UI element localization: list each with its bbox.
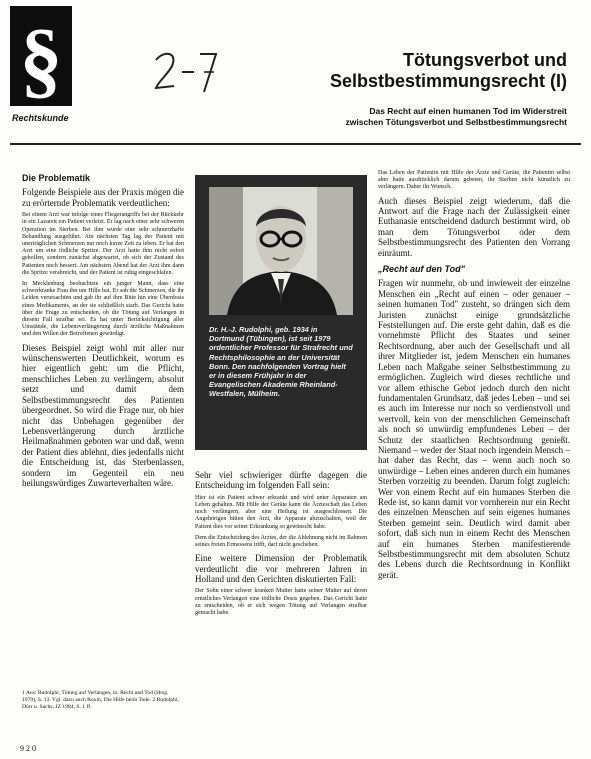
left-column bbox=[22, 173, 184, 492]
author-photo bbox=[209, 187, 353, 315]
right-paragraph-two: Fragen wir nunmehr, ob und inwieweit der einzelne Menschen ein „Recht auf einen – oder genauer – seinen humanen Tod" zusteht, so drängen sich dem Juristen zunächst einige grundsätzliche Feststellungen auf. Die erste geht dahin, daß es die vornehmste Pflicht des Staates und seiner Rechtsordnung, aber auch der Gesellschaft und all ihrer Mitglieder ist, jedem Menschen ein humanes Leben nach Maßgabe seiner Selbstbestimmung zu ermöglichen. Zugleich wird dieses rechtliche und vor allem ethische Gebot jedoch durch den nicht fundamentalen Grundsatz, daß jedes Leben – und sei es auch im Interesse nur noch so verdienstvoll und wertvoll, kein von der menschlichen Gemeinschaft als noch so unwürdig empfundenes Leben – der Schutz der staatlichen Rechtsordnung genießt. Niemand – weder der Staat noch irgendein Mensch – hat daher das Recht, das – wenn auch noch so unwürdige – Leben eines anderen durch ein humanes Sterben vorzeitig zu beenden. Darum folgt zugleich: Wer von einem Recht auf ein humanes Sterben die Rede ist, so kann damit vor vornherein nur ein Recht des einzelnen Menschen auf sein eigenes humanes Sterben gemeint sein. Deutlich wird damit aber sofort, daß sich nun in einem Recht des Menschen auf ein humanes Sterben manifestierende Selbstbestimmungsrecht mit dem absoluten Schutz des Lebens durch die Rechtsordnung in Konflikt gerät. bbox=[378, 278, 570, 580]
middle-intro: Sehr viel schwieriger dürfte dagegen die Entscheidung im folgenden Fall sein: bbox=[195, 470, 367, 491]
intro-paragraph: Folgende Beispiele aus der Praxis mögen die zu erörternde Problematik verdeutlichen: bbox=[22, 187, 184, 208]
author-caption: Dr. H.-J. Rudolphi, geb. 1934 in Dortmund (Tübingen), ist seit 1979 ordentlicher Professor für Strafrecht und Rechtsphilosophie an der Universität Bonn. Den nachfolgenden Vortrag hielt er in diesem Frühjahr in der Evangelischen Akademie Rheinland-Westfalen, Mülheim. bbox=[209, 325, 353, 399]
subsection-heading: „Recht auf den Tod" bbox=[378, 264, 465, 275]
svg-text:§: § bbox=[19, 11, 63, 106]
example-two: In Mecklenburg beobachtete ein junger Mann, dass eine schwerkranke Frau ihn um Hilfe bat. Er sah die Schmerzen, die ihr Leiden verursachten und gab ihr auf ihre Bitte hin eine Überdosis eines Medikaments, an der sie schließlich starb. Das Gericht hatte über die Frage zu entscheiden, ob die Tötung auf Verlangen in diesem Fall strafbar sei. Es hat unter Berücksichtigung aller Umstände, die Lebensverlängerung durch ärztliche Maßnahmen und den Willen der Betroffenen gewürdigt. bbox=[22, 281, 184, 338]
paragraph-section-logo-icon bbox=[10, 6, 72, 106]
header-divider bbox=[10, 143, 581, 145]
page-mark: 9 2 0 bbox=[20, 744, 36, 753]
example-three-note: Dem die Entscheidung des Arztes, der die Ablehnung nicht im Rahmen seines freien Ermessens trifft, darf nicht geschehen. bbox=[195, 534, 367, 549]
middle-paragraph: Eine weitere Dimension der Problematik verdeutlicht die vor mehreren Jahren in Holland und den Gerichten diskutierten Fall: bbox=[195, 553, 367, 585]
handwritten-annotation bbox=[150, 46, 220, 96]
section-label: Rechtskunde bbox=[12, 113, 69, 123]
article-title: Tötungsverbot und Selbstbestimmungsrecht (I) bbox=[329, 50, 567, 91]
middle-column bbox=[195, 470, 367, 621]
example-one: Bei einem Arzt war infolge eines Fliegerangriffs bei der Rückkehr in ein Lazarett ein Patient verletzt. Er lag nach einer sehr schweren Operation im Sterben. Bei ihm wurde eine sehr schmerzhafte Behandlung ausgeführt. Am nächsten Tag lag der Patient mit unerträglichen Schmerzen nur noch kurze Zeit zu leben. Er bat den Arzt um eine tödliche Spritze. Der Arzt hatte ihm nicht sofort geholfen, sondern zunächst abgewartet, ob sich der Zustand des Patienten noch bessert. Am nächsten Abend hat der Arzt ihm dann die Spritze verabreicht, und der Patient ist ruhig eingeschlafen. bbox=[22, 212, 184, 276]
right-top-note: Das Leben der Patientin mit Hilfe der Ärzte und Geräte, die Patientin selbst aber hatte ausdrücklich darum gebeten, ihr Sterben nicht künstlich zu verlängern. Daher ihr Wunsch. bbox=[378, 170, 570, 191]
example-four: Der Sohn einer schwer kranken Mutter hatte seiner Mutter auf deren ernstliches Verlangen eine tödliche Dosis gegeben. Das Gericht hatte zu entscheiden, ob er sich wegen Tötung auf Verlangen strafbar gemacht habe. bbox=[195, 588, 367, 617]
author-photo-box bbox=[195, 175, 367, 450]
article-subtitle: Das Recht auf einen humanen Tod im Widerstreit zwischen Tötungsverbot und Selbstbestimmungsrecht bbox=[345, 106, 567, 127]
right-paragraph-one: Auch dieses Beispiel zeigt wiederum, daß die Antwort auf die Frage nach der Zulässigkeit einer Euthanasie entscheidend dadurch bestimmt wird, ob man dem Tötungsverbot oder dem Selbstbestimmungsrecht des Patienten den Vorrang einräumt. bbox=[378, 195, 570, 258]
footnote: 1 Aus: Rudolphi, Tötung auf Verlangen, in: Recht und Tod (Hrsg. 1979), S. 13. Vgl. dazu auch Roxin, Die Hilfe beim Tode. 2 Rudolphi, Dörr u. Sachs, JZ 1984, S. 1 ff. bbox=[22, 690, 179, 710]
section-heading: Die Problematik bbox=[22, 173, 91, 183]
example-three: Hier ist ein Patient schwer erkrankt und wird unter Apparaten am Leben gehalten. Mit Hilfe der Geräte kann die Ärzteschaft das Leben noch verlängern, aber eine Heilung ist ausgeschlossen. Die Angehörigen bitten den Arzt, die Apparate abzuschalten, weil der Patient dies vor seiner Erkrankung so gewünscht habe. bbox=[195, 494, 367, 530]
right-column bbox=[378, 170, 570, 584]
body-paragraph: Dieses Beispiel zeigt wohl mit aller nur wünschenswerten Deutlichkeit, worum es hier eigentlich geht: um die Pflicht, menschliches Leben zu verlängern, absolut setzt und damit dem Selbstbestimmungsrecht des Patienten übergeordnet. So wird die Frage nur, ob hier nicht das Unbehagen gegenüber der Lebensverlängerung durch ärztliche Heilmaßnahmen geboten war und daß, wenn der Patient dies ablehnt, dies jedenfalls nicht die Entscheidung ist, das Sterbenlassen, sondern im Gegenteil ein neu heilungswürdiges Zuwarteverhalten wäre. bbox=[22, 342, 184, 488]
